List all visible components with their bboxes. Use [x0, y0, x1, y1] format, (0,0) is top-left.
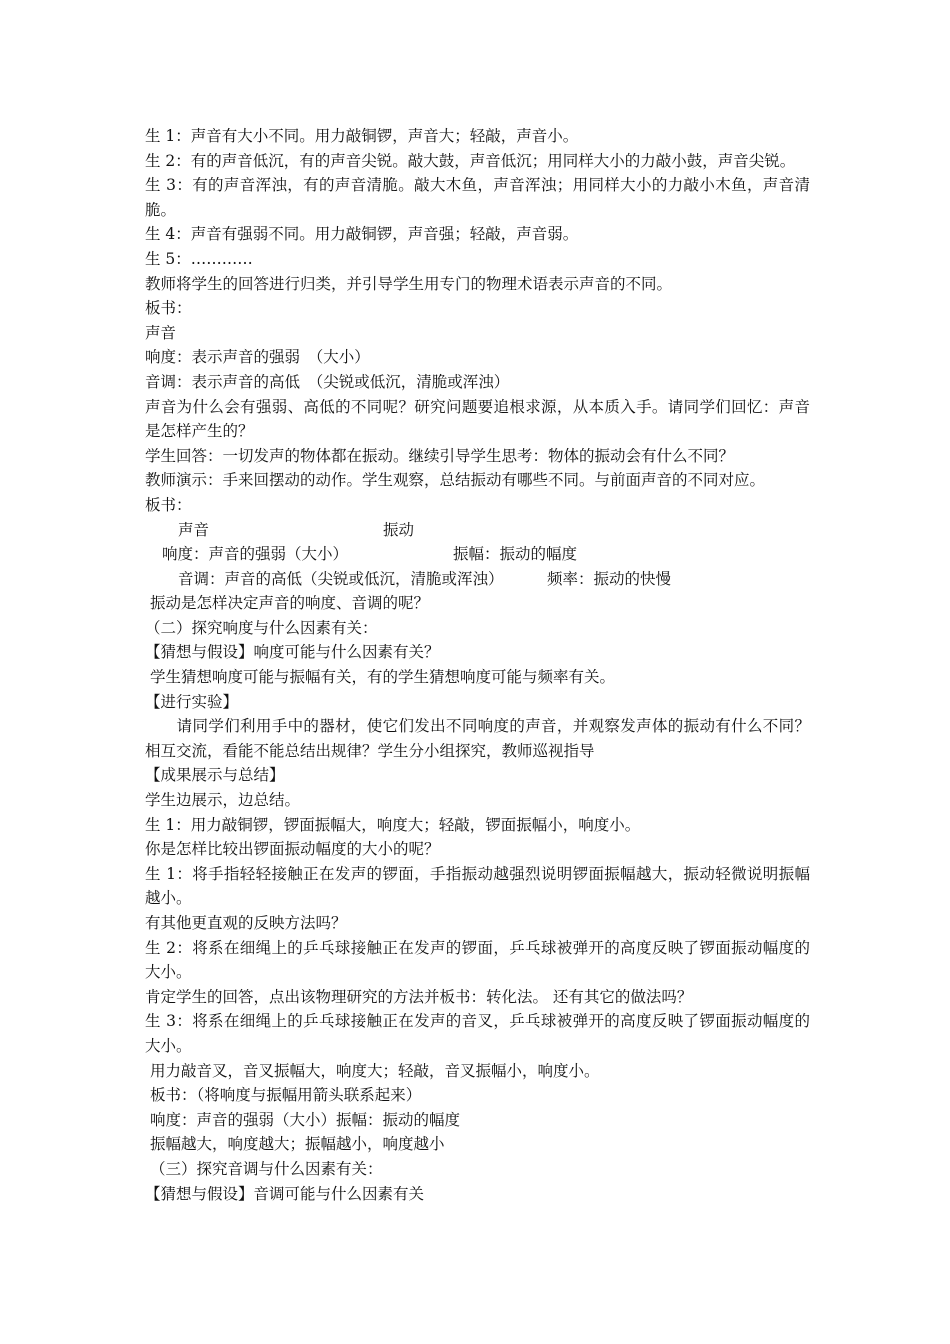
line: 【进行实验】 [145, 692, 239, 711]
line: 声音 [145, 323, 177, 342]
line: 响度：声音的强弱（大小）振幅：振动的幅度 [145, 1110, 460, 1129]
line: 生 3：有的声音浑浊，有的声音清脆。敲大木鱼，声音浑浊；用同样大小的力敲小木鱼，声音清脆。 [145, 176, 810, 219]
board-row [145, 518, 810, 543]
line: 音调：表示声音的高低 （尖锐或低沉，清脆或浑浊） [145, 372, 510, 391]
board-row [145, 542, 810, 567]
line: 请同学们利用手中的器材，使它们发出不同响度的声音，并观察发声体的振动有什么不同？相互交流，看能不能总结出规律？学生分小组探究，教师巡视指导 [145, 717, 810, 760]
line: 你是怎样比较出锣面振动幅度的大小的呢？ [145, 840, 440, 859]
line: （二）探究响度与什么因素有关： [145, 618, 378, 637]
line: 生 3：将系在细绳上的乒乓球接触正在发声的音叉，乒乓球被弹开的高度反映了锣面振动幅度的大小。 [145, 1012, 810, 1055]
line: 响度：表示声音的强弱 （大小） [145, 348, 370, 367]
line: 生 2：有的声音低沉，有的声音尖锐。敲大鼓，声音低沉；用同样大小的力敲小鼓，声音尖锐。 [145, 151, 796, 170]
line: 板书：（将响度与振幅用箭头联系起来） [145, 1086, 422, 1105]
board-right: 振幅：振动的幅度 [453, 545, 578, 564]
line: 学生边展示，边总结。 [145, 791, 301, 810]
line: 板书： [145, 299, 192, 318]
line: 【猜想与假设】音调可能与什么因素有关 [145, 1184, 425, 1203]
line: 振动是怎样决定声音的响度、音调的呢？ [145, 594, 429, 613]
line: 有其他更直观的反映方法吗？ [145, 914, 347, 932]
line: 教师将学生的回答进行归类，并引导学生用专门的物理术语表示声音的不同。 [145, 274, 673, 293]
line: 生 1：用力敲铜锣，锣面振幅大，响度大；轻敲，锣面振幅小，响度小。 [145, 815, 641, 834]
line: 生 1：将手指轻轻接触正在发声的锣面，手指振动越强烈说明锣面振幅越大，振动轻微说明振幅越小。 [145, 864, 810, 908]
board-right: 频率：振动的快慢 [547, 569, 672, 588]
board-row [145, 567, 810, 592]
line: 生 5：………… [145, 249, 253, 268]
board-left: 声音 [178, 520, 210, 539]
board-right: 振动 [383, 520, 415, 539]
line: 肯定学生的回答，点出该物理研究的方法并板书：转化法。 还有其它的做法吗？ [145, 987, 693, 1006]
line: 振幅越大，响度越大；振幅越小，响度越小 [145, 1135, 445, 1154]
line: 声音为什么会有强弱、高低的不同呢？研究问题要追根求源，从本质入手。请同学们回忆：声音是怎样产生的？ [145, 397, 810, 441]
line: 教师演示：手来回摆动的动作。学生观察，总结振动有哪些不同。与前面声音的不同对应。 [145, 471, 766, 490]
line: 学生猜想响度可能与振幅有关，有的学生猜想响度可能与频率有关。 [145, 668, 615, 687]
line: （三）探究音调与什么因素有关： [145, 1159, 383, 1178]
line: 【猜想与假设】响度可能与什么因素有关？ [145, 643, 440, 662]
board-left: 响度：声音的强弱（大小） [162, 545, 349, 564]
line: 生 4：声音有强弱不同。用力敲铜锣，声音强；轻敲，声音弱。 [145, 225, 579, 244]
line: 生 2：将系在细绳上的乒乓球接触正在发声的锣面，乒乓球被弹开的高度反映了锣面振动幅度的大小。 [145, 938, 810, 982]
document-body [145, 124, 810, 1206]
line: 【成果展示与总结】 [145, 766, 285, 785]
line: 用力敲音叉，音叉振幅大，响度大；轻敲，音叉振幅小，响度小。 [145, 1061, 600, 1080]
line: 学生回答：一切发声的物体都在振动。继续引导学生思考：物体的振动会有什么不同？ [145, 446, 735, 465]
board-left: 音调：声音的高低（尖锐或低沉，清脆或浑浊） [178, 569, 504, 588]
line: 生 1：声音有大小不同。用力敲铜锣，声音大；轻敲，声音小。 [145, 127, 579, 145]
line: 板书： [145, 495, 192, 514]
